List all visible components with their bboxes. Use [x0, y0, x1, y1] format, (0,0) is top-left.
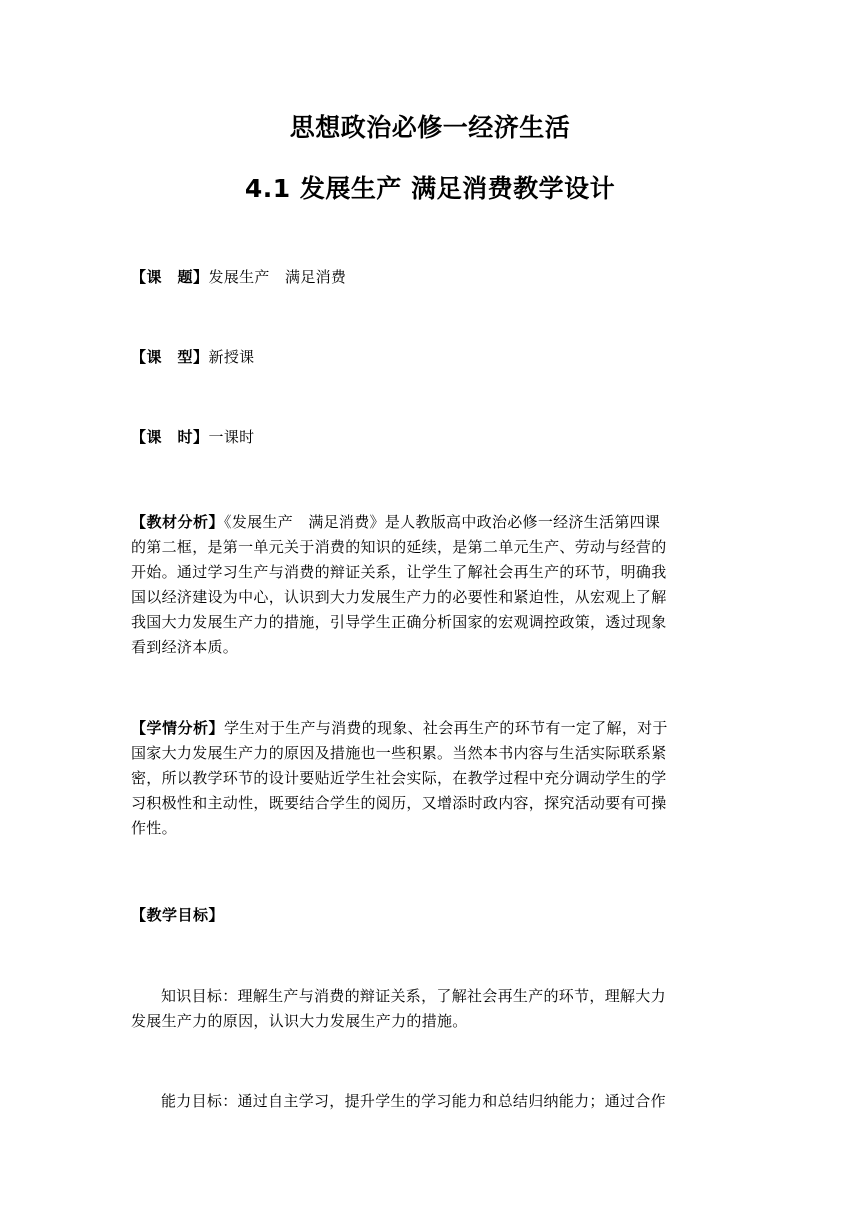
ability-goal-line-1: 能力目标：通过自主学习，提升学生的学习能力和总结归纳能力；通过合作 [161, 1092, 666, 1110]
lesson-type-section [131, 345, 731, 370]
material-analysis-text-1: 《发展生产 满足消费》是人教版高中政治必修一经济生活第四课 [224, 513, 661, 531]
material-analysis-line-1 [131, 510, 731, 535]
knowledge-goal-section [131, 984, 731, 1034]
teaching-goals-section [131, 903, 731, 928]
knowledge-goal-line-1: 知识目标：理解生产与消费的辩证关系，了解社会再生产的环节，理解大力 [161, 987, 666, 1005]
material-analysis-line-5: 我国大力发展生产力的措施，引导学生正确分析国家的宏观调控政策，透过现象 [131, 613, 667, 631]
material-analysis-section [131, 510, 731, 660]
student-analysis-text-1: 学生对于生产与消费的现象、社会再生产的环节有一定了解，对于 [224, 719, 668, 737]
class-hours-section [131, 425, 731, 450]
material-analysis-line-4: 国以经济建设为中心，认识到大力发展生产力的必要性和紧迫性，从宏观上了解 [131, 588, 667, 606]
student-analysis-line-2: 国家大力发展生产力的原因及措施也一些积累。当然本书内容与生活实际联系紧 [131, 744, 667, 762]
ability-goal-section [131, 1089, 731, 1114]
topic-section [131, 265, 731, 290]
teaching-goals-label: 【教学目标】 [131, 906, 225, 924]
student-analysis-section [131, 716, 731, 841]
student-analysis-line-4: 习积极性和主动性，既要结合学生的阅历，又增添时政内容，探究活动要有可操 [131, 794, 667, 812]
lesson-type-value: 新授课 [208, 348, 255, 366]
material-analysis-line-3: 开始。通过学习生产与消费的辩证关系，让学生了解社会再生产的环节，明确我 [131, 563, 667, 581]
lesson-type-label: 【课 型】 [131, 348, 209, 366]
document-title: 思想政治必修一经济生活 [289, 113, 571, 142]
student-analysis-line-5: 作性。 [131, 819, 177, 837]
knowledge-goal-line-2: 发展生产力的原因，认识大力发展生产力的措施。 [131, 1012, 468, 1030]
student-analysis-label: 【学情分析】 [131, 719, 225, 737]
material-analysis-line-6: 看到经济本质。 [131, 638, 239, 656]
topic-value: 发展生产 满足消费 [208, 268, 347, 286]
class-hours-label: 【课 时】 [131, 428, 209, 446]
class-hours-value: 一课时 [208, 428, 255, 446]
document-subtitle: 4.1 发展生产 满足消费教学设计 [244, 174, 616, 203]
topic-label: 【课 题】 [131, 268, 209, 286]
student-analysis-line-1 [131, 716, 731, 741]
material-analysis-line-2: 的第二框，是第一单元关于消费的知识的延续，是第二单元生产、劳动与经营的 [131, 538, 667, 556]
student-analysis-line-3: 密，所以教学环节的设计要贴近学生社会实际，在教学过程中充分调动学生的学 [131, 769, 667, 787]
material-analysis-label: 【教材分析】 [131, 513, 225, 531]
